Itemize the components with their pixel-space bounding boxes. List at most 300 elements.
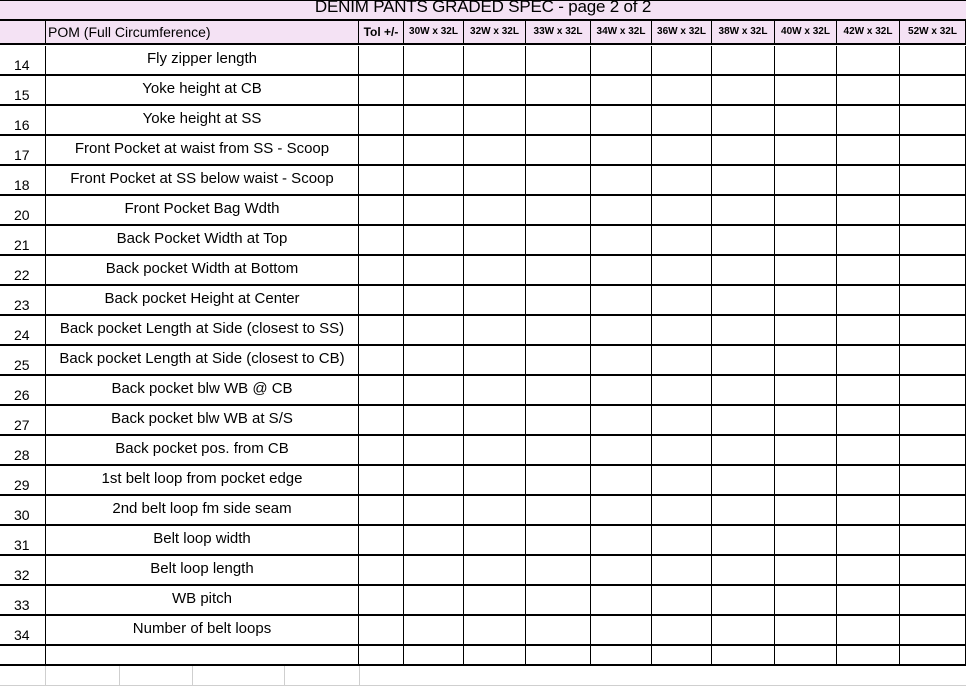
size-value-cell[interactable] <box>900 586 966 614</box>
pom-cell[interactable] <box>46 496 359 524</box>
size-value-cell[interactable] <box>464 316 526 344</box>
size-value-cell[interactable] <box>900 436 966 464</box>
blank-cell[interactable] <box>712 646 775 664</box>
size-value-cell[interactable] <box>526 196 591 224</box>
row-number-cell[interactable] <box>0 316 46 344</box>
tolerance-cell[interactable] <box>359 346 404 374</box>
size-value-cell[interactable] <box>837 166 900 194</box>
size-value-cell[interactable] <box>900 46 966 74</box>
size-value-cell[interactable] <box>591 136 652 164</box>
pom-label: Back pocket blw WB at S/S <box>111 410 293 427</box>
pom-cell[interactable] <box>46 616 359 644</box>
tolerance-cell[interactable] <box>359 136 404 164</box>
size-value-cell[interactable] <box>464 286 526 314</box>
pom-label: Back pocket Length at Side (closest to SS) <box>59 320 345 337</box>
size-value-cell[interactable] <box>900 316 966 344</box>
row-number-cell[interactable] <box>0 136 46 164</box>
size-value-cell[interactable] <box>526 106 591 134</box>
pom-cell[interactable] <box>46 256 359 284</box>
size-value-cell[interactable] <box>775 436 837 464</box>
table-row <box>0 226 966 256</box>
size-value-cell[interactable] <box>404 406 464 434</box>
pom-cell[interactable] <box>46 196 359 224</box>
pom-cell[interactable] <box>46 136 359 164</box>
size-value-cell[interactable] <box>900 136 966 164</box>
pom-label: Back pocket Length at Side (closest to CB) <box>59 350 345 367</box>
size-value-cell[interactable] <box>464 226 526 254</box>
size-value-cell[interactable] <box>652 556 712 584</box>
size-value-cell[interactable] <box>900 196 966 224</box>
size-value-cell[interactable] <box>526 556 591 584</box>
pom-label: Back Pocket Width at Top <box>116 230 288 247</box>
pom-label: Back pocket blw WB @ CB <box>111 380 293 397</box>
size-value-cell[interactable] <box>712 406 775 434</box>
size-value-cell[interactable] <box>775 346 837 374</box>
size-value-cell[interactable] <box>900 346 966 374</box>
size-value-cell[interactable] <box>775 76 837 104</box>
size-value-cell[interactable] <box>526 46 591 74</box>
row-number-cell[interactable] <box>0 46 46 74</box>
size-value-cell[interactable] <box>652 286 712 314</box>
size-value-cell[interactable] <box>464 346 526 374</box>
pom-label: WB pitch <box>171 590 232 607</box>
size-value-cell[interactable] <box>712 526 775 554</box>
size-value-cell[interactable] <box>900 466 966 494</box>
pom-cell[interactable] <box>46 556 359 584</box>
tolerance-cell[interactable] <box>359 166 404 194</box>
size-value-cell[interactable] <box>652 436 712 464</box>
pom-cell[interactable] <box>46 166 359 194</box>
size-value-cell[interactable] <box>837 136 900 164</box>
size-value-cell[interactable] <box>652 616 712 644</box>
size-value-cell[interactable] <box>526 226 591 254</box>
blank-cell[interactable] <box>775 646 837 664</box>
size-value-cell[interactable] <box>404 76 464 104</box>
blank-cell[interactable] <box>526 646 591 664</box>
grid-line <box>0 685 966 686</box>
size-value-cell[interactable] <box>464 556 526 584</box>
size-value-cell[interactable] <box>591 466 652 494</box>
size-value-cell[interactable] <box>652 406 712 434</box>
pom-label: Belt loop length <box>150 560 254 577</box>
header-index-cell[interactable] <box>0 21 46 43</box>
header-size-8[interactable]: 42W x 32L <box>837 21 900 43</box>
row-number-cell[interactable] <box>0 106 46 134</box>
tolerance-cell[interactable] <box>359 106 404 134</box>
size-value-cell[interactable] <box>837 406 900 434</box>
size-value-cell[interactable] <box>652 526 712 554</box>
size-value-cell[interactable] <box>464 616 526 644</box>
size-value-cell[interactable] <box>591 106 652 134</box>
size-value-cell[interactable] <box>591 346 652 374</box>
size-value-cell[interactable] <box>464 496 526 524</box>
size-value-cell[interactable] <box>900 406 966 434</box>
size-value-cell[interactable] <box>712 436 775 464</box>
size-value-cell[interactable] <box>404 136 464 164</box>
header-size-4[interactable]: 34W x 32L <box>591 21 652 43</box>
pom-cell[interactable] <box>46 466 359 494</box>
size-value-cell[interactable] <box>652 106 712 134</box>
size-value-cell[interactable] <box>837 616 900 644</box>
size-value-cell[interactable] <box>652 166 712 194</box>
size-value-cell[interactable] <box>900 106 966 134</box>
size-value-cell[interactable] <box>837 526 900 554</box>
size-value-cell[interactable] <box>526 406 591 434</box>
row-number-cell[interactable] <box>0 286 46 314</box>
size-value-cell[interactable] <box>652 586 712 614</box>
tolerance-cell[interactable] <box>359 616 404 644</box>
size-value-cell[interactable] <box>900 556 966 584</box>
tolerance-cell[interactable] <box>359 586 404 614</box>
size-value-cell[interactable] <box>775 496 837 524</box>
size-value-cell[interactable] <box>712 586 775 614</box>
row-number-cell[interactable] <box>0 166 46 194</box>
size-value-cell[interactable] <box>775 586 837 614</box>
size-value-cell[interactable] <box>775 106 837 134</box>
row-number-cell[interactable] <box>0 346 46 374</box>
size-value-cell[interactable] <box>464 526 526 554</box>
size-value-cell[interactable] <box>900 376 966 404</box>
size-value-cell[interactable] <box>404 376 464 404</box>
size-value-cell[interactable] <box>712 286 775 314</box>
table-row <box>0 106 966 136</box>
size-value-cell[interactable] <box>837 556 900 584</box>
size-value-cell[interactable] <box>591 46 652 74</box>
size-value-cell[interactable] <box>591 406 652 434</box>
size-value-cell[interactable] <box>900 166 966 194</box>
tolerance-cell[interactable] <box>359 226 404 254</box>
column-header-row <box>0 21 966 45</box>
pom-cell[interactable] <box>46 376 359 404</box>
size-value-cell[interactable] <box>652 496 712 524</box>
row-number: 34 <box>14 627 30 643</box>
size-value-cell[interactable] <box>837 586 900 614</box>
tolerance-cell[interactable] <box>359 406 404 434</box>
size-value-cell[interactable] <box>464 46 526 74</box>
pom-label: Back pocket Height at Center <box>104 290 300 307</box>
size-value-cell[interactable] <box>775 196 837 224</box>
header-size-9[interactable]: 52W x 32L <box>900 21 966 43</box>
size-value-cell[interactable] <box>526 166 591 194</box>
size-value-cell[interactable] <box>837 466 900 494</box>
size-value-cell[interactable] <box>900 76 966 104</box>
size-value-cell[interactable] <box>712 376 775 404</box>
size-value-cell[interactable] <box>464 376 526 404</box>
size-value-cell[interactable] <box>712 346 775 374</box>
pom-label: 2nd belt loop fm side seam <box>112 500 292 517</box>
size-value-cell[interactable] <box>775 406 837 434</box>
size-value-cell[interactable] <box>837 376 900 404</box>
size-value-cell[interactable] <box>464 136 526 164</box>
size-value-cell[interactable] <box>652 136 712 164</box>
size-value-cell[interactable] <box>837 226 900 254</box>
row-number-cell[interactable] <box>0 466 46 494</box>
size-value-cell[interactable] <box>652 346 712 374</box>
size-value-cell[interactable] <box>652 316 712 344</box>
size-value-cell[interactable] <box>837 346 900 374</box>
size-value-cell[interactable] <box>404 46 464 74</box>
tolerance-cell[interactable] <box>359 436 404 464</box>
size-value-cell[interactable] <box>464 106 526 134</box>
size-value-cell[interactable] <box>712 196 775 224</box>
row-number: 15 <box>14 87 30 103</box>
size-value-cell[interactable] <box>775 256 837 284</box>
size-value-cell[interactable] <box>526 316 591 344</box>
size-value-cell[interactable] <box>591 226 652 254</box>
header-size-3[interactable]: 33W x 32L <box>526 21 591 43</box>
blank-row <box>0 646 966 666</box>
size-value-cell[interactable] <box>837 256 900 284</box>
size-value-cell[interactable] <box>464 76 526 104</box>
size-value-cell[interactable] <box>526 136 591 164</box>
size-value-cell[interactable] <box>404 166 464 194</box>
size-value-cell[interactable] <box>591 586 652 614</box>
size-value-cell[interactable] <box>712 76 775 104</box>
size-value-cell[interactable] <box>775 526 837 554</box>
size-value-cell[interactable] <box>464 586 526 614</box>
size-value-cell[interactable] <box>591 196 652 224</box>
size-value-cell[interactable] <box>900 526 966 554</box>
row-number: 14 <box>14 57 30 73</box>
pom-cell[interactable] <box>46 226 359 254</box>
blank-cell[interactable] <box>0 646 46 664</box>
tolerance-cell[interactable] <box>359 196 404 224</box>
tolerance-cell[interactable] <box>359 376 404 404</box>
size-value-cell[interactable] <box>712 46 775 74</box>
row-number: 24 <box>14 327 30 343</box>
size-value-cell[interactable] <box>591 526 652 554</box>
size-value-cell[interactable] <box>775 226 837 254</box>
size-value-cell[interactable] <box>652 376 712 404</box>
header-size-1[interactable]: 30W x 32L <box>404 21 464 43</box>
sheet-title: DENIM PANTS GRADED SPEC - page 2 of 2 <box>314 0 652 16</box>
row-number-cell[interactable] <box>0 556 46 584</box>
size-value-cell[interactable] <box>591 316 652 344</box>
tolerance-cell[interactable] <box>359 316 404 344</box>
size-value-cell[interactable] <box>775 616 837 644</box>
size-value-cell[interactable] <box>404 286 464 314</box>
row-number-cell[interactable] <box>0 196 46 224</box>
size-value-cell[interactable] <box>652 226 712 254</box>
size-value-cell[interactable] <box>404 496 464 524</box>
pom-cell[interactable] <box>46 46 359 74</box>
size-value-cell[interactable] <box>775 316 837 344</box>
size-value-cell[interactable] <box>775 166 837 194</box>
size-value-cell[interactable] <box>464 436 526 464</box>
size-value-cell[interactable] <box>404 316 464 344</box>
size-value-cell[interactable] <box>526 616 591 644</box>
size-value-cell[interactable] <box>404 106 464 134</box>
size-value-cell[interactable] <box>464 406 526 434</box>
size-value-cell[interactable] <box>464 196 526 224</box>
table-row <box>0 316 966 346</box>
size-value-cell[interactable] <box>404 616 464 644</box>
size-value-cell[interactable] <box>526 286 591 314</box>
size-value-cell[interactable] <box>591 436 652 464</box>
blank-cell[interactable] <box>900 646 966 664</box>
tolerance-cell[interactable] <box>359 556 404 584</box>
size-value-cell[interactable] <box>712 136 775 164</box>
tolerance-cell[interactable] <box>359 496 404 524</box>
size-value-cell[interactable] <box>712 466 775 494</box>
size-value-cell[interactable] <box>775 376 837 404</box>
size-value-cell[interactable] <box>526 346 591 374</box>
header-tolerance[interactable]: Tol +/- <box>359 21 404 43</box>
row-number-cell[interactable] <box>0 526 46 554</box>
row-number-cell[interactable] <box>0 226 46 254</box>
pom-label: Yoke height at SS <box>142 110 262 127</box>
pom-cell[interactable] <box>46 586 359 614</box>
size-value-cell[interactable] <box>652 256 712 284</box>
size-value-cell[interactable] <box>526 586 591 614</box>
tolerance-cell[interactable] <box>359 286 404 314</box>
size-value-cell[interactable] <box>837 196 900 224</box>
pom-cell[interactable] <box>46 286 359 314</box>
size-value-cell[interactable] <box>712 556 775 584</box>
pom-cell[interactable] <box>46 406 359 434</box>
row-number-cell[interactable] <box>0 406 46 434</box>
size-value-cell[interactable] <box>837 316 900 344</box>
pom-label: Front Pocket Bag Wdth <box>124 200 280 217</box>
size-value-cell[interactable] <box>652 46 712 74</box>
header-pom[interactable]: POM (Full Circumference) <box>46 21 359 43</box>
size-value-cell[interactable] <box>526 376 591 404</box>
size-value-cell[interactable] <box>900 496 966 524</box>
size-value-cell[interactable] <box>591 76 652 104</box>
size-value-cell[interactable] <box>775 556 837 584</box>
size-value-cell[interactable] <box>712 256 775 284</box>
tolerance-cell[interactable] <box>359 76 404 104</box>
title-row <box>0 0 966 19</box>
table-row <box>0 166 966 196</box>
tolerance-cell[interactable] <box>359 526 404 554</box>
size-value-cell[interactable] <box>591 286 652 314</box>
pom-cell[interactable] <box>46 436 359 464</box>
pom-label: Belt loop width <box>153 530 251 547</box>
blank-cell[interactable] <box>591 646 652 664</box>
size-value-cell[interactable] <box>404 346 464 374</box>
size-value-cell[interactable] <box>712 166 775 194</box>
row-number: 29 <box>14 477 30 493</box>
blank-cell[interactable] <box>464 646 526 664</box>
row-number-cell[interactable] <box>0 76 46 104</box>
size-value-cell[interactable] <box>837 286 900 314</box>
size-value-cell[interactable] <box>526 76 591 104</box>
row-number-cell[interactable] <box>0 616 46 644</box>
size-value-cell[interactable] <box>652 76 712 104</box>
size-value-cell[interactable] <box>591 256 652 284</box>
size-value-cell[interactable] <box>775 466 837 494</box>
size-value-cell[interactable] <box>712 106 775 134</box>
table-row <box>0 346 966 376</box>
row-number: 26 <box>14 387 30 403</box>
row-number-cell[interactable] <box>0 256 46 284</box>
size-value-cell[interactable] <box>900 256 966 284</box>
size-value-cell[interactable] <box>837 76 900 104</box>
size-value-cell[interactable] <box>837 436 900 464</box>
size-value-cell[interactable] <box>404 196 464 224</box>
tolerance-cell[interactable] <box>359 46 404 74</box>
size-value-cell[interactable] <box>404 436 464 464</box>
size-value-cell[interactable] <box>404 256 464 284</box>
pom-cell[interactable] <box>46 346 359 374</box>
size-value-cell[interactable] <box>900 286 966 314</box>
size-value-cell[interactable] <box>591 616 652 644</box>
blank-cell[interactable] <box>359 646 404 664</box>
header-size-5[interactable]: 36W x 32L <box>652 21 712 43</box>
blank-cell[interactable] <box>652 646 712 664</box>
size-value-cell[interactable] <box>837 46 900 74</box>
size-value-cell[interactable] <box>837 106 900 134</box>
row-number: 28 <box>14 447 30 463</box>
table-row <box>0 616 966 646</box>
header-size-2[interactable]: 32W x 32L <box>464 21 526 43</box>
size-value-cell[interactable] <box>712 496 775 524</box>
size-value-cell[interactable] <box>526 436 591 464</box>
pom-cell[interactable] <box>46 526 359 554</box>
size-value-cell[interactable] <box>464 466 526 494</box>
blank-cell[interactable] <box>837 646 900 664</box>
size-value-cell[interactable] <box>464 166 526 194</box>
pom-cell[interactable] <box>46 106 359 134</box>
size-value-cell[interactable] <box>526 466 591 494</box>
row-number-cell[interactable] <box>0 496 46 524</box>
pom-label: Back pocket pos. from CB <box>115 440 289 457</box>
pom-label: Front Pocket at waist from SS - Scoop <box>74 140 330 157</box>
size-value-cell[interactable] <box>591 166 652 194</box>
blank-cell[interactable] <box>404 646 464 664</box>
blank-cell[interactable] <box>46 646 359 664</box>
size-value-cell[interactable] <box>712 616 775 644</box>
row-number-cell[interactable] <box>0 586 46 614</box>
table-row <box>0 436 966 466</box>
size-value-cell[interactable] <box>404 226 464 254</box>
table-row <box>0 196 966 226</box>
table-row <box>0 46 966 76</box>
pom-cell[interactable] <box>46 76 359 104</box>
tolerance-cell[interactable] <box>359 466 404 494</box>
size-value-cell[interactable] <box>775 286 837 314</box>
size-value-cell[interactable] <box>900 226 966 254</box>
size-value-cell[interactable] <box>837 496 900 524</box>
size-value-cell[interactable] <box>591 556 652 584</box>
tolerance-cell[interactable] <box>359 256 404 284</box>
size-value-cell[interactable] <box>464 256 526 284</box>
size-value-cell[interactable] <box>591 496 652 524</box>
size-value-cell[interactable] <box>775 136 837 164</box>
table-row <box>0 556 966 586</box>
row-number-cell[interactable] <box>0 436 46 464</box>
size-value-cell[interactable] <box>404 586 464 614</box>
size-value-cell[interactable] <box>775 46 837 74</box>
size-value-cell[interactable] <box>712 316 775 344</box>
pom-cell[interactable] <box>46 316 359 344</box>
size-value-cell[interactable] <box>526 526 591 554</box>
size-value-cell[interactable] <box>404 556 464 584</box>
size-value-cell[interactable] <box>526 256 591 284</box>
size-value-cell[interactable] <box>404 526 464 554</box>
header-size-7[interactable]: 40W x 32L <box>775 21 837 43</box>
size-value-cell[interactable] <box>712 226 775 254</box>
size-value-cell[interactable] <box>652 196 712 224</box>
header-size-6[interactable]: 38W x 32L <box>712 21 775 43</box>
size-value-cell[interactable] <box>652 466 712 494</box>
size-value-cell[interactable] <box>526 496 591 524</box>
row-number-cell[interactable] <box>0 376 46 404</box>
size-value-cell[interactable] <box>591 376 652 404</box>
size-value-cell[interactable] <box>900 616 966 644</box>
size-value-cell[interactable] <box>404 466 464 494</box>
